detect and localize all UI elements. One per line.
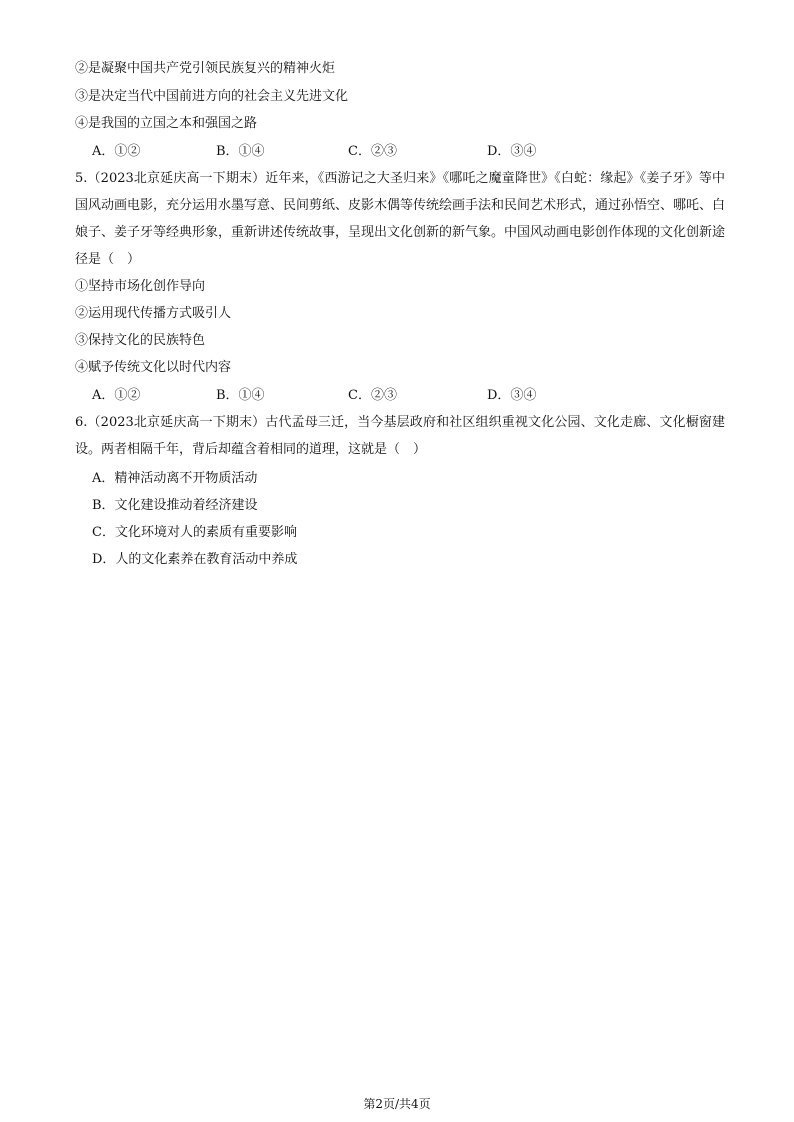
- statement-item-4: ④是我国的立国之本和强国之路: [75, 116, 258, 131]
- q6-option-b: B．文化建设推动着经济建设: [92, 498, 258, 513]
- option-b: B．①④: [216, 144, 265, 159]
- option-c: C．②③: [348, 144, 397, 159]
- q6-option-c: C．文化环境对人的素质有重要影响: [92, 525, 297, 540]
- page-number: 第2页/共4页: [363, 1097, 431, 1111]
- q5-item-3: ③保持文化的民族特色: [75, 333, 206, 348]
- option-a: A．①②: [92, 144, 141, 159]
- q5-item-4: ④赋予传统文化以时代内容: [75, 360, 232, 375]
- option-d: D．③④: [487, 144, 537, 159]
- statement-item-2: ②是凝聚中国共产党引领民族复兴的精神火炬: [75, 61, 336, 76]
- option-a: A．①②: [92, 388, 141, 403]
- statement-item-3: ③是决定当代中国前进方向的社会主义先进文化: [75, 89, 349, 104]
- option-d: D．③④: [487, 388, 537, 403]
- q5-options-row: [92, 387, 652, 405]
- q5-stem: 5.（2023北京延庆高一下期末）近年来，《西游记之大圣归来》《哪吒之魔童降世》《白蛇：缘起》《姜子牙》等中国风动画电影，充分运用水墨写意、民间剪纸、皮影木偶等传统绘画手法和民间艺术形式，通过孙悟空、哪吒、白娘子、姜子牙等经典形象，重新讲述传统故事，呈现出文化创新的新气象。中国风动画电影创作体现的文化创新途径是（ ）: [75, 171, 726, 267]
- q5-item-1: ①坚持市场化创作导向: [75, 279, 206, 294]
- q5-item-2: ②运用现代传播方式吸引人: [75, 306, 232, 321]
- q6-stem: 6.（2023北京延庆高一下期末）古代孟母三迁，当今基层政府和社区组织重视文化公园、文化走廊、文化橱窗建设。两者相隔千年，背后却蕴含着相同的道理，这就是（ ）: [75, 415, 725, 457]
- q6-option-a: A．精神活动离不开物质活动: [92, 471, 258, 486]
- q4-options-row: [92, 143, 652, 161]
- q6-option-d: D．人的文化素养在教育活动中养成: [92, 552, 298, 567]
- option-b: B．①④: [216, 388, 265, 403]
- option-c: C．②③: [348, 388, 397, 403]
